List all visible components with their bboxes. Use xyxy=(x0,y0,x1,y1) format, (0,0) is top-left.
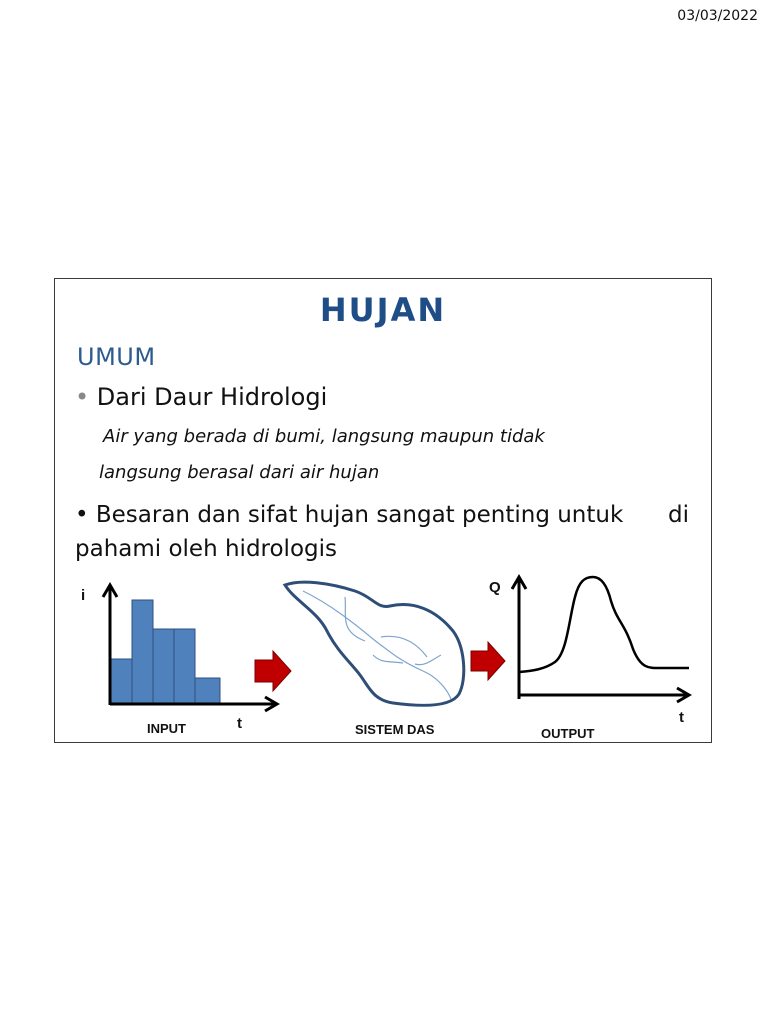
bullet-text: Dari Daur Hidrologi xyxy=(96,383,328,411)
output-x-axis-label: t xyxy=(679,709,684,726)
hydrology-diagram xyxy=(55,279,712,743)
rainfall-bars xyxy=(111,600,220,703)
hydrograph-curve xyxy=(519,577,689,672)
bullet2-line1: • Besaran dan sifat hujan sangat penting untuk xyxy=(75,502,624,528)
slide xyxy=(54,278,712,743)
input-y-axis-label: i xyxy=(81,587,86,604)
slide-title: HUJAN xyxy=(319,291,447,329)
bullet-marker: • xyxy=(75,383,90,411)
watershed-outline xyxy=(285,582,464,705)
italic-line-2: langsung berasal dari air hujan xyxy=(99,462,380,483)
output-y-axis-label: Q xyxy=(489,579,501,596)
bullet2-line1-end: di xyxy=(668,502,689,528)
bullet2-line2: pahami oleh hidrologis xyxy=(75,536,337,562)
river-lines xyxy=(303,591,451,699)
rain-bar-5 xyxy=(195,678,220,703)
italic-line-1: Air yang berada di bumi, langsung maupun tidak xyxy=(103,426,545,447)
rain-bar-2 xyxy=(132,600,153,703)
output-axes xyxy=(512,577,689,702)
flow-arrow-2 xyxy=(471,642,505,680)
flow-arrow-1 xyxy=(255,651,291,691)
input-x-axis-label: t xyxy=(237,715,242,732)
output-caption: OUTPUT xyxy=(541,726,595,741)
rain-bar-4 xyxy=(174,629,195,703)
system-caption: SISTEM DAS xyxy=(355,722,435,737)
rain-bar-3 xyxy=(153,629,174,703)
section-heading: UMUM xyxy=(77,343,156,371)
rain-bar-1 xyxy=(111,659,132,703)
page-date: 03/03/2022 xyxy=(677,8,758,24)
input-caption: INPUT xyxy=(147,721,186,736)
